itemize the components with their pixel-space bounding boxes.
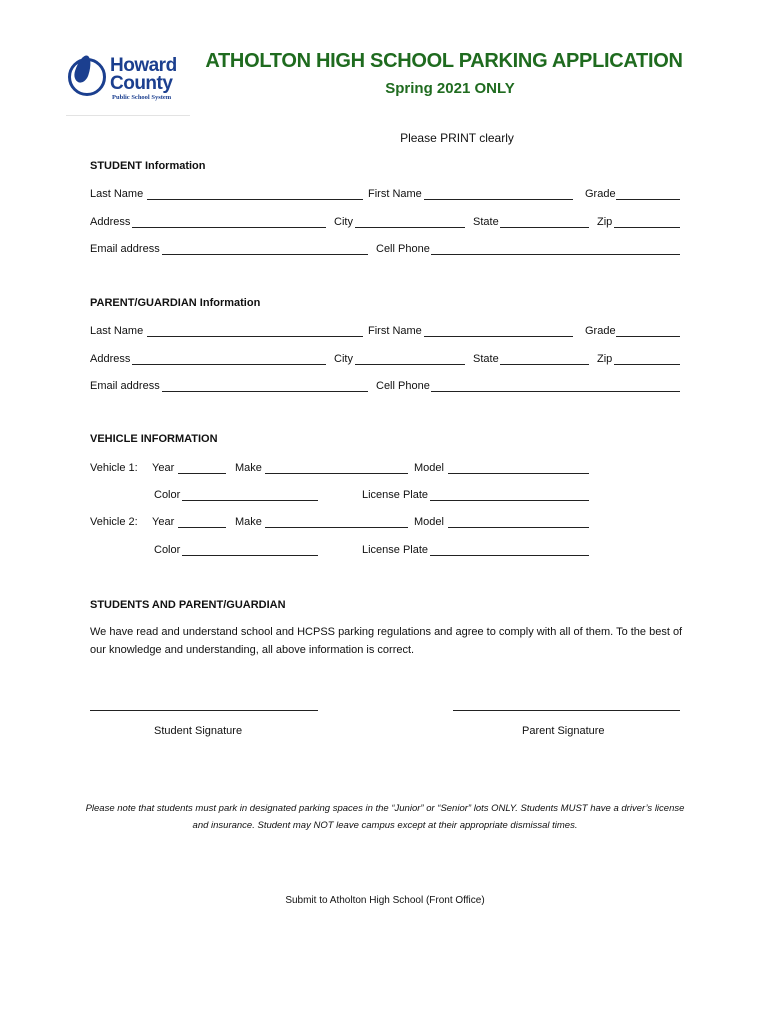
parent-grade-label: Grade	[585, 325, 616, 337]
vehicle2-color-field[interactable]	[182, 543, 318, 556]
vehicle1-label: Vehicle 1:	[90, 462, 138, 474]
parking-note: Please note that students must park in designated parking spaces in the “Junior” or “Senior” lots ONLY. Students MUST have a driver’s license and insurance. Student may NOT leave campus except at their appropriate dismissal times.	[85, 803, 685, 831]
vehicle2-make-label: Make	[235, 516, 262, 528]
agreement-heading: STUDENTS AND PARENT/GUARDIAN	[90, 599, 286, 611]
parent-zip-field[interactable]	[614, 352, 680, 365]
vehicle1-model-label: Model	[414, 462, 444, 474]
parent-last-name-label: Last Name	[90, 325, 144, 337]
parent-signature-line[interactable]	[453, 698, 680, 711]
parent-email-label: Email address	[90, 380, 160, 392]
submit-instruction: Submit to Atholton High School (Front Office)	[285, 895, 485, 906]
vehicle1-make-label: Make	[235, 462, 262, 474]
vehicle2-model-field[interactable]	[448, 515, 589, 528]
parent-email-field[interactable]	[162, 379, 368, 392]
student-first-name-field[interactable]	[424, 187, 573, 200]
student-heading: STUDENT Information	[90, 160, 206, 172]
parent-grade-field[interactable]	[616, 324, 680, 337]
parent-heading: PARENT/GUARDIAN Information	[90, 297, 261, 309]
vehicle2-make-field[interactable]	[265, 515, 408, 528]
student-signature-line[interactable]	[90, 698, 318, 711]
student-zip-label: Zip	[597, 216, 613, 228]
parent-city-field[interactable]	[355, 352, 465, 365]
parent-state-field[interactable]	[500, 352, 589, 365]
page-subtitle: Spring 2021 ONLY	[385, 80, 515, 97]
logo-line1: Howard	[110, 55, 177, 76]
student-zip-field[interactable]	[614, 215, 680, 228]
vehicle1-plate-field[interactable]	[430, 488, 589, 501]
parent-first-name-label: First Name	[368, 325, 422, 337]
vehicle2-plate-field[interactable]	[430, 543, 589, 556]
page-title: ATHOLTON HIGH SCHOOL PARKING APPLICATION	[205, 50, 683, 72]
parent-cell-label: Cell Phone	[376, 380, 430, 392]
vehicle2-color-label: Color	[154, 544, 181, 556]
student-city-label: City	[334, 216, 353, 228]
vehicle2-year-field[interactable]	[178, 515, 226, 528]
student-last-name-label: Last Name	[90, 188, 144, 200]
parent-address-field[interactable]	[132, 352, 326, 365]
student-state-label: State	[473, 216, 499, 228]
vehicle1-year-label: Year	[152, 462, 175, 474]
parent-state-label: State	[473, 353, 499, 365]
student-last-name-field[interactable]	[147, 187, 363, 200]
agreement-text: We have read and understand school and HCPSS parking regulations and agree to comply with all of them. To the best of our knowledge and understanding, all above information is correct.	[90, 626, 683, 656]
vehicle1-make-field[interactable]	[265, 461, 408, 474]
parent-zip-label: Zip	[597, 353, 613, 365]
vehicle1-year-field[interactable]	[178, 461, 226, 474]
student-first-name-label: First Name	[368, 188, 422, 200]
parent-first-name-field[interactable]	[424, 324, 573, 337]
student-email-label: Email address	[90, 243, 160, 255]
vehicle1-color-field[interactable]	[182, 488, 318, 501]
parent-address-label: Address	[90, 353, 131, 365]
student-cell-label: Cell Phone	[376, 243, 430, 255]
parent-city-label: City	[334, 353, 353, 365]
parent-cell-field[interactable]	[431, 379, 680, 392]
vehicle-heading: VEHICLE INFORMATION	[90, 433, 218, 445]
student-city-field[interactable]	[355, 215, 465, 228]
vehicle1-plate-label: License Plate	[362, 489, 429, 501]
parent-signature-label: Parent Signature	[522, 725, 605, 737]
student-signature-label: Student Signature	[154, 725, 243, 737]
logo-divider	[66, 115, 190, 116]
vehicle1-model-field[interactable]	[448, 461, 589, 474]
logo-subtitle: Public School System	[112, 94, 172, 101]
vehicle2-year-label: Year	[152, 516, 175, 528]
vehicle2-plate-label: License Plate	[362, 544, 429, 556]
student-cell-field[interactable]	[431, 242, 680, 255]
student-address-field[interactable]	[132, 215, 326, 228]
vehicle2-label: Vehicle 2:	[90, 516, 138, 528]
student-email-field[interactable]	[162, 242, 368, 255]
vehicle2-model-label: Model	[414, 516, 444, 528]
student-grade-field[interactable]	[616, 187, 680, 200]
parent-last-name-field[interactable]	[147, 324, 363, 337]
vehicle1-color-label: Color	[154, 489, 181, 501]
logo-line2: County	[110, 73, 173, 94]
student-address-label: Address	[90, 216, 131, 228]
print-note: Please PRINT clearly	[400, 131, 514, 145]
student-state-field[interactable]	[500, 215, 589, 228]
student-grade-label: Grade	[585, 188, 616, 200]
